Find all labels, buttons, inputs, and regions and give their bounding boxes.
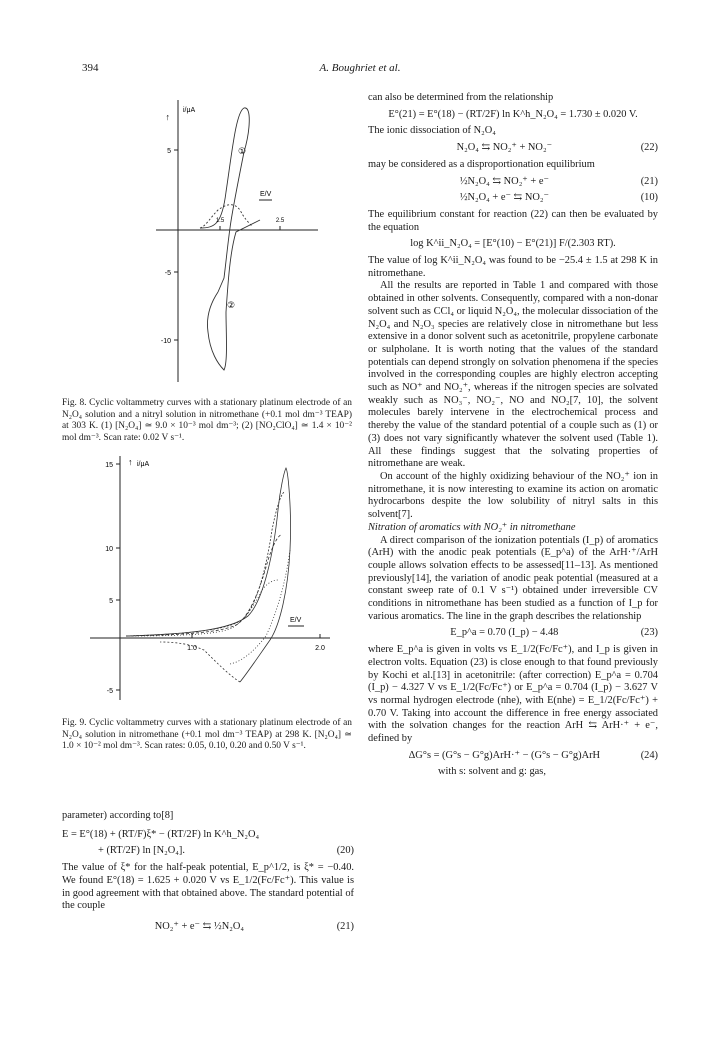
fig9-y-arrow-icon: ↑ — [128, 457, 133, 467]
figure-9-plot — [80, 450, 350, 710]
paragraph: parameter) according to[8] — [62, 810, 174, 821]
running-head: A. Boughriet et al. — [319, 62, 401, 74]
fig8-x-label: E/V — [260, 191, 272, 198]
equation-number: (21) — [336, 920, 354, 932]
paragraph: may be considered as a disproportionation equilibrium — [368, 158, 595, 170]
equation-number: (23) — [640, 627, 658, 639]
paragraph: can also be determined from the relationship — [368, 92, 554, 103]
equation-21: NO₂⁺ + e⁻ ⇆ ½N₂O₄ (21) — [154, 920, 354, 932]
fig9-y-tick: -5 — [106, 688, 113, 695]
fig8-y-arrow-icon: ↑ — [165, 112, 170, 122]
equation-23: E_p^a = 0.70 (I_p) − 4.48 (23) — [450, 627, 658, 639]
figure-8-caption: Fig. 8. Cyclic voltammetry curves with a stationary platinum electrode of an N₂O₄ solution and a nitryl solution in nitromethane (+0.1 mol dm⁻³ TEAP) at 303 K. (1) [N₂O₄] ≃ 9.0 × 10⁻³ mol dm⁻³; (2) [NO₂ClO₄] ≃ 1.4 × 10⁻² mol dm⁻³. Scan rate: 0.02 V s⁻¹. — [62, 398, 352, 443]
fig9-y-tick: 5 — [109, 598, 113, 605]
paragraph: where E_p^a is given in volts vs E_1/2(Fc/Fc⁺), and I_p is given in electron volts. Equation (23) is close enough to that found previously by Kochi et al.[13] in acetonitrile: (after correction) E_p^a = 0.704 (I_p) − 4.327 V vs E_1/2(Fc/Fc⁺) or E_p^a = 0.704 (I_p) − 3.627 V vs normal hydrogen electrode (nhe), with E(nhe) = E_1/2(Fc/Fc⁺) + 0.70 V. Taking into account the difference in free energy associated with the solvation changes for the reaction ArH ⇆ ArH·⁺ + e⁻, defined by — [368, 644, 658, 745]
paragraph: On account of the highly oxidizing behaviour of the NO₂⁺ ion in nitromethane, it is now interesting to examine its action on aromatic hydrocarbons despite the low solubility of nitryl salts in this solvent[7]. — [368, 470, 658, 521]
paragraph: with s: solvent and g: gas, — [438, 766, 546, 778]
equation-log: log K^ii_N₂O₄ = [E°(10) − E°(21)] F/(2.303 RT). — [410, 238, 616, 250]
equation-number: (20) — [336, 845, 354, 857]
paragraph: The value of log K^ii_N₂O₄ was found to be −25.4 ± 1.5 at 298 K in nitromethane. — [368, 255, 658, 279]
page-number: 394 — [82, 62, 99, 74]
figure-8-plot — [140, 92, 320, 392]
figure-9-caption: Fig. 9. Cyclic voltammetry curves with a stationary platinum electrode of an N₂O₄ solution in nitromethane (+0.1 mol dm⁻³ TEAP) at 298 K. [N₂O₄] ≃ 1.0 × 10⁻² mol dm⁻³. Scan rates: 0.05, 0.10, 0.20 and 0.50 V s⁻¹. — [62, 718, 352, 752]
fig8-curve-label-1: ① — [238, 146, 247, 156]
equation-number: (10) — [640, 192, 658, 204]
fig8-y-label: i/μA — [183, 107, 196, 114]
paragraph: A direct comparison of the ionization potentials (I_p) of aromatics (ArH) with the anodic peak potentials (E_p^a) of the ArH·⁺/ArH couple allows solvation effects to be assessed[11–13]. As mentioned previously[14], the variation of anodic peak potential (measured at a constant sweep rate of 0.1 V s⁻¹) obtained under irreversible CV conditions in nitromethane has been studied as a function of I_p for various aromatics. The line in the graph describes the relationship — [368, 534, 658, 622]
equation: E°(21) = E°(18) − (RT/2F) ln K^h_N₂O₄ = 1.730 ± 0.020 V. — [388, 108, 638, 120]
fig9-y-label: i/μA — [137, 461, 150, 468]
fig8-y-tick: -5 — [164, 270, 171, 277]
section-heading: Nitration of aromatics with NO₂⁺ in nitromethane — [368, 521, 576, 533]
fig9-x-label: E/V — [290, 617, 302, 624]
right-column-text — [368, 92, 658, 779]
fig8-y-tick: 5 — [167, 148, 171, 155]
equation-20: E = E°(18) + (RT/F)ξ* − (RT/2F) ln K^h_N₂O₄ — [62, 828, 260, 840]
equation-22: N₂O₄ ⇆ NO₂⁺ + NO₂⁻ (22) — [456, 142, 658, 154]
paragraph: All the results are reported in Table 1 and compared with those obtained in other solvents. Consequently, compared with a non-donar solvent such as CCl₄ or liquid N₂O₄, the molecular dissociation of the N₂O₄ and N₂O₃ species are relatively close in nitromethane but less extensive in a donor solvent such as acetonitrile, propylene carbonate or sulpholane. It is worth noting that the values of the standard potentials can depend strongly on solvation phenomena if the species involved in the corresponding couples are highly electron accepting such as NO⁺ and NO₂⁺, whereas if the nitrogen species are solvated weakly such as NO₃⁻, NO₂⁻, NO and NO₂[7, 10], the solvent molecules barely intervene in the electrochemical process and thereby the value of the standard potential of a couple such as (1) or (3) does not vary significantly whatever the solvent used (Table 1). All these findings suggest that the solvating properties of nitromethane are weak. — [368, 280, 658, 470]
paragraph: The ionic dissociation of N₂O₄ — [368, 125, 496, 137]
fig8-x-tick: 2.5 — [275, 218, 285, 224]
equation-10: ½N₂O₄ + e⁻ ⇆ NO₂⁻ (10) — [459, 192, 658, 204]
fig8-curve-label-2: ② — [227, 300, 236, 310]
paragraph: The equilibrium constant for reaction (22) can then be evaluated by the equation — [368, 208, 658, 233]
fig9-y-tick: 15 — [105, 462, 113, 469]
equation-24: ΔG°s = (G°s − G°g)ArH·⁺ − (G°s − G°g)ArH (24) — [408, 749, 658, 761]
fig9-x-tick: 1.0 — [187, 645, 197, 652]
fig9-x-tick: 2.0 — [315, 645, 325, 652]
left-column-text — [62, 810, 354, 938]
equation-number: (24) — [640, 749, 658, 761]
equation-21b: ½N₂O₄ ⇆ NO₂⁺ + e⁻ (21) — [459, 175, 658, 187]
paragraph: The value of ξ* for the half-peak potential, E_p^1/2, is ξ* = −0.40. We found E°(18) = 1.625 + 0.020 V vs E_1/2(Fc/Fc⁺). This value is in good agreement with that obtained above. The standard potential of the couple — [62, 862, 354, 912]
equation-20-cont: + (RT/2F) ln [N₂O₄]. (20) — [98, 845, 354, 857]
fig8-x-tick: 1.5 — [215, 218, 225, 224]
equation-number: (21) — [640, 175, 658, 187]
fig9-y-tick: 10 — [105, 546, 113, 553]
equation-number: (22) — [640, 142, 658, 154]
fig8-y-tick: -10 — [160, 338, 171, 345]
